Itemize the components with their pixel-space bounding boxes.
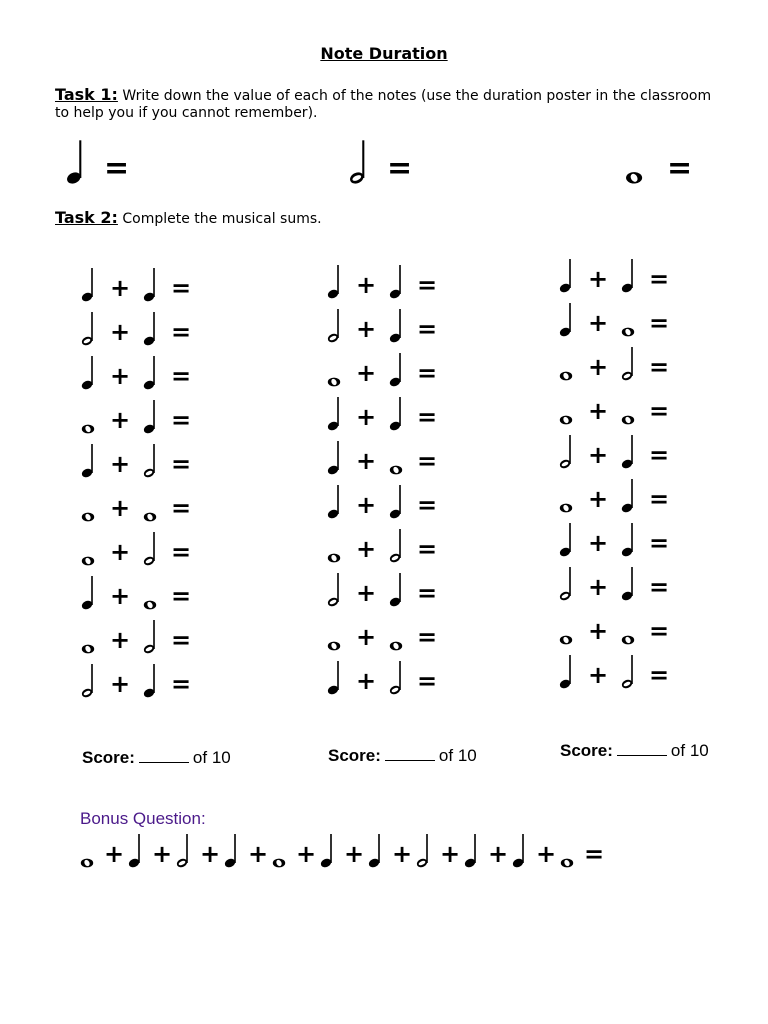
task-2-instructions: Complete the musical sums. [122,211,322,227]
semibreve-note-icon [625,170,643,186]
bonus-question-label: Bonus Question: [80,809,206,828]
crotchet-note-icon [389,352,403,388]
equals-sign: = [417,271,438,299]
plus-sign: + [110,538,131,566]
minim-note-icon [143,531,157,567]
semibreve-note-icon [389,464,403,476]
score-blank[interactable] [139,762,189,763]
plus-sign: + [356,403,377,431]
crotchet-note-icon [621,478,635,514]
semibreve-note-icon [621,414,635,426]
plus-sign: + [356,271,377,299]
page-title: Note Duration [320,44,448,63]
minim-note-icon [81,663,95,699]
equals-sign: = [171,362,192,390]
semibreve-note-icon [559,502,573,514]
minim-note-icon [327,308,341,344]
semibreve-note-icon [559,634,573,646]
plus-sign: + [356,315,377,343]
crotchet-note-icon [128,833,142,869]
score-suffix: of 10 [192,748,231,767]
equals-sign: = [584,840,605,868]
plus-sign: + [488,840,509,868]
crotchet-note-icon [389,264,403,300]
task-2-label: Task 2: [55,208,118,227]
equals-sign: = [649,485,670,513]
crotchet-note-icon [621,522,635,558]
plus-sign: + [588,265,609,293]
plus-sign: + [110,670,131,698]
plus-sign: + [356,447,377,475]
plus-sign: + [440,840,461,868]
plus-sign: + [588,353,609,381]
crotchet-note-icon [327,484,341,520]
score-label: Score: [560,741,613,760]
equals-sign: = [649,529,670,557]
crotchet-note-icon [143,663,157,699]
plus-sign: + [110,450,131,478]
semibreve-note-icon [80,857,94,869]
crotchet-note-icon [327,660,341,696]
crotchet-note-icon [621,258,635,294]
semibreve-note-icon [621,634,635,646]
semibreve-note-icon [327,640,341,652]
plus-sign: + [356,579,377,607]
equals-sign: = [417,403,438,431]
plus-sign: + [110,406,131,434]
crotchet-note-icon [389,572,403,608]
score-column-3 [560,741,709,761]
semibreve-note-icon [81,423,95,435]
task-2 [55,209,322,228]
equals-sign: = [649,617,670,645]
crotchet-note-icon [143,355,157,391]
crotchet-note-icon [512,833,526,869]
crotchet-note-icon [143,399,157,435]
crotchet-note-icon [559,654,573,690]
minim-note-icon [559,566,573,602]
crotchet-note-icon [81,267,95,303]
crotchet-note-icon [143,267,157,303]
plus-sign: + [110,582,131,610]
semibreve-note-icon [389,640,403,652]
plus-sign: + [104,840,125,868]
equals-sign: = [171,406,192,434]
semibreve-note-icon [81,643,95,655]
plus-sign: + [588,485,609,513]
minim-note-icon [143,619,157,655]
plus-sign: + [356,491,377,519]
crotchet-note-icon [143,311,157,347]
equals-sign: = [667,151,693,186]
task-1 [55,86,715,122]
equals-sign: = [649,353,670,381]
crotchet-note-icon [327,264,341,300]
plus-sign: + [356,623,377,651]
plus-sign: + [536,840,557,868]
plus-sign: + [344,840,365,868]
equals-sign: = [649,397,670,425]
score-suffix: of 10 [670,741,709,760]
equals-sign: = [104,151,130,186]
crotchet-note-icon [81,443,95,479]
semibreve-note-icon [559,414,573,426]
equals-sign: = [649,661,670,689]
crotchet-note-icon [559,302,573,338]
equals-sign: = [417,579,438,607]
minim-note-icon [621,346,635,382]
score-blank[interactable] [617,755,667,756]
minim-note-icon [143,443,157,479]
plus-sign: + [588,617,609,645]
crotchet-note-icon [621,566,635,602]
minim-note-icon [327,572,341,608]
crotchet-note-icon [559,522,573,558]
equals-sign: = [649,309,670,337]
score-column-2 [328,746,477,766]
plus-sign: + [356,667,377,695]
crotchet-note-icon [327,396,341,432]
equals-sign: = [417,491,438,519]
equals-sign: = [171,318,192,346]
minim-note-icon [176,833,190,869]
plus-sign: + [248,840,269,868]
plus-sign: + [152,840,173,868]
plus-sign: + [110,362,131,390]
crotchet-note-icon [327,440,341,476]
score-label: Score: [328,746,381,765]
plus-sign: + [110,494,131,522]
crotchet-note-icon [389,484,403,520]
semibreve-note-icon [143,599,157,611]
equals-sign: = [387,151,413,186]
plus-sign: + [356,359,377,387]
semibreve-note-icon [272,857,286,869]
task-1-instructions: Write down the value of each of the notes (use the duration poster in the classroom to help you if you cannot remember). [55,88,712,121]
minim-note-icon [389,528,403,564]
plus-sign: + [110,318,131,346]
plus-sign: + [296,840,317,868]
score-label: Score: [82,748,135,767]
plus-sign: + [588,573,609,601]
equals-sign: = [649,441,670,469]
equals-sign: = [649,573,670,601]
equals-sign: = [171,274,192,302]
plus-sign: + [110,274,131,302]
semibreve-note-icon [327,552,341,564]
crotchet-note-icon [368,833,382,869]
equals-sign: = [417,315,438,343]
semibreve-note-icon [143,511,157,523]
task-1-label: Task 1: [55,85,118,104]
equals-sign: = [417,535,438,563]
score-suffix: of 10 [438,746,477,765]
semibreve-note-icon [81,555,95,567]
equals-sign: = [417,623,438,651]
minim-note-icon [559,434,573,470]
crotchet-note-icon [320,833,334,869]
equals-sign: = [649,265,670,293]
equals-sign: = [171,538,192,566]
equals-sign: = [171,582,192,610]
equals-sign: = [417,359,438,387]
crotchet-note-icon [389,308,403,344]
minim-note-icon [416,833,430,869]
semibreve-note-icon [81,511,95,523]
equals-sign: = [417,667,438,695]
equals-sign: = [171,450,192,478]
minim-note-icon [349,139,367,186]
plus-sign: + [200,840,221,868]
plus-sign: + [110,626,131,654]
minim-note-icon [389,660,403,696]
semibreve-note-icon [327,376,341,388]
plus-sign: + [588,397,609,425]
crotchet-note-icon [66,139,84,186]
plus-sign: + [588,441,609,469]
crotchet-note-icon [81,355,95,391]
crotchet-note-icon [81,575,95,611]
score-blank[interactable] [385,760,435,761]
crotchet-note-icon [389,396,403,432]
semibreve-note-icon [621,326,635,338]
semibreve-note-icon [560,857,574,869]
crotchet-note-icon [224,833,238,869]
equals-sign: = [171,494,192,522]
plus-sign: + [392,840,413,868]
equals-sign: = [171,626,192,654]
minim-note-icon [621,654,635,690]
plus-sign: + [588,529,609,557]
minim-note-icon [81,311,95,347]
plus-sign: + [588,309,609,337]
plus-sign: + [588,661,609,689]
equals-sign: = [171,670,192,698]
crotchet-note-icon [559,258,573,294]
plus-sign: + [356,535,377,563]
semibreve-note-icon [559,370,573,382]
crotchet-note-icon [621,434,635,470]
score-column-1 [82,748,231,768]
equals-sign: = [417,447,438,475]
crotchet-note-icon [464,833,478,869]
